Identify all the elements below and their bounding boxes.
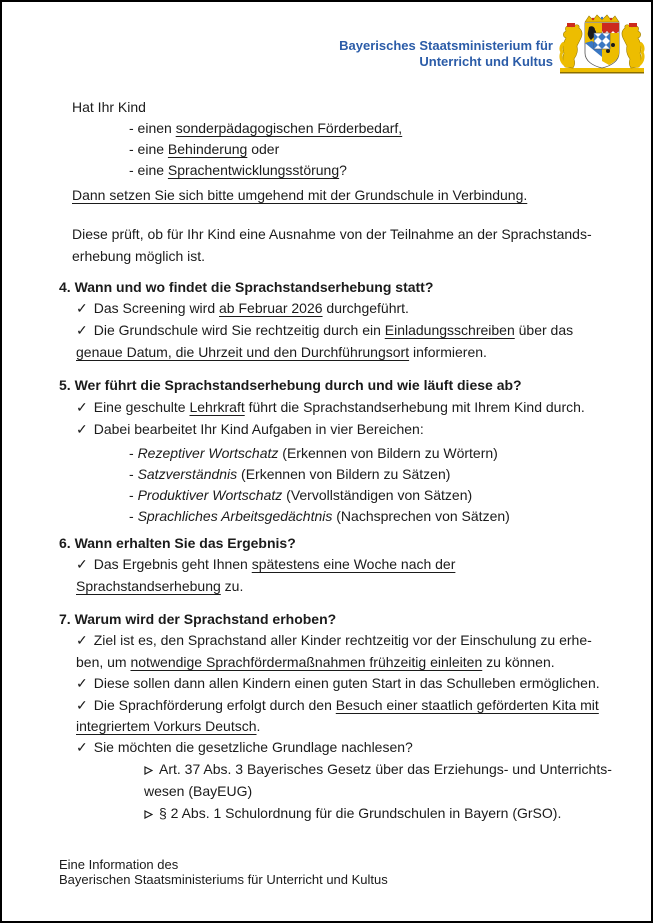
- footer-line: Bayerischen Staatsministeriums für Unterricht und Kultus: [59, 872, 388, 887]
- bullet-line: [76, 630, 592, 650]
- assessment-area-item: - Sprachliches Arbeitsgedächtnis (Nachsprechen von Sätzen): [129, 508, 510, 524]
- bullet-line: [76, 673, 600, 693]
- condition-item: - eine Behinderung oder: [129, 141, 280, 157]
- note-line: Diese prüft, ob für Ihr Kind eine Ausnahme von der Teilnahme an der Sprachstands-: [72, 226, 592, 242]
- arms-lozenges: [594, 33, 610, 49]
- contact-instruction: Dann setzen Sie sich bitte umgehend mit der Grundschule in Verbindung.: [72, 187, 528, 203]
- lion-crown: [567, 23, 575, 27]
- bullet-text: Das Screening wird ab Februar 2026 durchgeführt.: [93, 300, 409, 316]
- bullet-text: Diese sollen dann allen Kindern einen guten Start in das Schulleben ermöglichen.: [93, 675, 600, 691]
- assessment-area-item: - Satzverständnis (Erkennen von Bildern zu Sätzen): [129, 466, 451, 482]
- law-reference-continuation: wesen (BayEUG): [144, 783, 253, 799]
- bullet-text: Die Grundschule wird Sie rechtzeitig durch ein Einladungsschreiben über das: [93, 322, 574, 338]
- assessment-area-item: - Rezeptiver Wortschatz (Erkennen von Bildern zu Wörtern): [129, 445, 498, 461]
- arrow-bullet-icon: [144, 760, 153, 780]
- check-icon: ✓: [76, 322, 88, 338]
- bullet-line: [76, 320, 573, 340]
- condition-item: - eine Sprachentwicklungsstörung?: [129, 162, 347, 178]
- bullet-continuation: genaue Datum, die Uhrzeit und den Durchführungsort informieren.: [76, 344, 487, 360]
- bullet-line: [76, 737, 413, 757]
- section5-heading: 5. Wer führt die Sprachstandserhebung durch und wie läuft diese ab?: [59, 377, 522, 393]
- bullet-text: Das Ergebnis geht Ihnen spätestens eine Woche nach der: [93, 556, 456, 572]
- note-line: erhebung möglich ist.: [72, 248, 206, 264]
- condition-item: - einen sonderpädagogischen Förderbedarf,: [129, 120, 403, 136]
- check-icon: ✓: [76, 421, 88, 437]
- arms-shield: [585, 23, 619, 68]
- check-icon: ✓: [76, 697, 88, 713]
- bavaria-coat-of-arms-icon: [558, 13, 646, 76]
- footer-line: Eine Information des: [59, 857, 179, 872]
- bullet-continuation: ben, um notwendige Sprachfördermaßnahmen frühzeitig einleiten zu können.: [76, 654, 555, 670]
- bullet-continuation: Sprachstandserhebung zu.: [76, 578, 244, 594]
- bullet-line: [76, 419, 424, 439]
- law-reference-item: [144, 759, 612, 779]
- arrow-bullet-icon: [144, 804, 153, 824]
- section6-heading: 6. Wann erhalten Sie das Ergebnis?: [59, 535, 296, 551]
- ministry-name-line2: Unterricht und Kultus: [419, 54, 553, 69]
- assessment-area-item: - Produktiver Wortschatz (Vervollständigen von Sätzen): [129, 487, 473, 503]
- intro-lead: Hat Ihr Kind: [72, 99, 146, 115]
- bullet-text: Sie möchten die gesetzliche Grundlage nachlesen?: [93, 739, 413, 755]
- bullet-line: [76, 298, 409, 318]
- section7-heading: 7. Warum wird der Sprachstand erhoben?: [59, 611, 337, 627]
- check-icon: ✓: [76, 739, 88, 755]
- check-icon: ✓: [76, 300, 88, 316]
- law-reference-item: [144, 803, 561, 823]
- check-icon: ✓: [76, 399, 88, 415]
- lion-left-icon: [561, 23, 582, 68]
- bullet-line: [76, 397, 585, 417]
- check-icon: ✓: [76, 675, 88, 691]
- law-text: Art. 37 Abs. 3 Bayerisches Gesetz über das Erziehungs- und Unterrichts-: [159, 761, 612, 777]
- bullet-line: [76, 554, 455, 574]
- check-icon: ✓: [76, 632, 88, 648]
- bullet-line: [76, 695, 599, 715]
- ministry-name-line1: Bayerisches Staatsministerium für: [339, 38, 553, 53]
- bullet-text: Eine geschulte Lehrkraft führt die Sprachstandserhebung mit Ihrem Kind durch.: [93, 399, 585, 415]
- ministry-name: [339, 38, 553, 70]
- section4-heading: 4. Wann und wo findet die Sprachstandserhebung statt?: [59, 279, 434, 295]
- lion-right-icon: [622, 23, 643, 68]
- law-text: § 2 Abs. 1 Schulordnung für die Grundschulen in Bayern (GrSO).: [159, 805, 562, 821]
- check-icon: ✓: [76, 556, 88, 572]
- bullet-text: Ziel ist es, den Sprachstand aller Kinder rechtzeitig vor der Einschulung zu erhe-: [93, 632, 592, 648]
- bullet-text: Die Sprachförderung erfolgt durch den Besuch einer staatlich geförderten Kita mit: [93, 697, 599, 713]
- bullet-continuation: integriertem Vorkurs Deutsch.: [76, 718, 261, 734]
- bullet-text: Dabei bearbeitet Ihr Kind Aufgaben in vier Bereichen:: [93, 421, 424, 437]
